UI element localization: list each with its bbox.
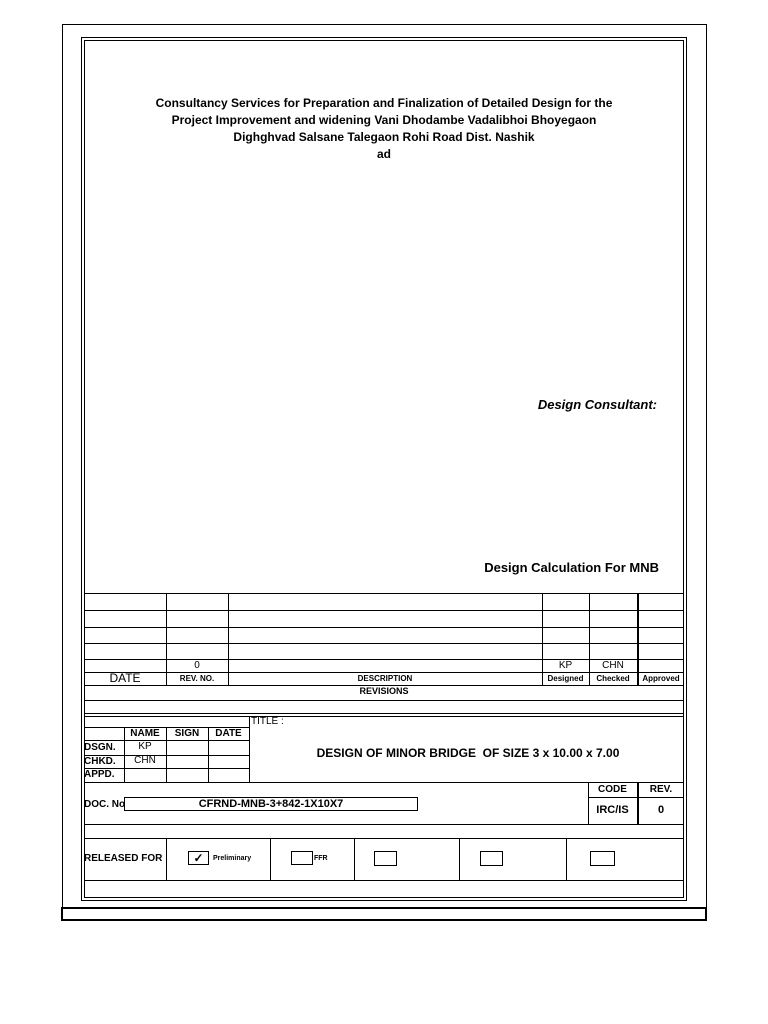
title-label: TITLE : [251,716,284,727]
page-content-frame [84,40,684,898]
design-consultant-label: Design Consultant: [537,397,657,412]
dsgn-label: DSGN. [84,742,116,753]
doc-no-label: DOC. No [84,799,126,810]
revision-col-rev-no: REV. NO. [179,674,215,683]
preliminary-checkbox[interactable] [188,851,209,865]
revision-col-description: DESCRIPTION [357,674,413,683]
ffr-label: FFR [314,855,328,862]
revision-col-checked: Checked [596,674,630,683]
rev-label: REV. [649,784,673,795]
project-title-line-3: Dighghvad Salsane Talegaon Rohi Road Dist. Nashik [233,130,535,144]
revision-designed-value: KP [558,660,573,671]
date-header: DATE [215,728,242,739]
release-checkbox-3[interactable] [374,851,397,866]
revision-rev-no-value: 0 [194,660,200,671]
revision-col-date: DATE [109,671,141,685]
preliminary-label: Preliminary [213,855,252,862]
project-title-line-4: ad [376,147,391,161]
chkd-name: CHN [134,755,156,766]
project-title-line-2: Project Improvement and widening Vani Dhodambe Vadalibhoi Bhoyegaon [171,113,597,127]
project-title [84,95,684,163]
release-checkbox-4[interactable] [480,851,503,866]
drawing-title: DESIGN OF MINOR BRIDGE OF SIZE 3 x 10.00 x 7.00 [316,746,620,760]
code-value: IRC/IS [596,804,629,816]
check-mark-icon: ✓ [193,851,204,865]
revision-col-approved: Approved [642,674,680,683]
project-title-line-1: Consultancy Services for Preparation and Finalization of Detailed Design for the [155,96,613,110]
sign-header: SIGN [174,728,200,739]
revision-checked-value: CHN [602,660,624,671]
released-for-label: RELEASED FOR [84,853,163,864]
chkd-label: CHKD. [84,756,116,767]
code-label: CODE [598,784,627,795]
design-calculation-label: Design Calculation For MNB [484,560,659,575]
rev-value: 0 [657,804,665,816]
revisions-label: REVISIONS [359,686,409,696]
ffr-checkbox[interactable] [291,851,313,865]
name-header: NAME [130,728,160,739]
revision-col-designed: Designed [547,674,584,683]
dsgn-name: KP [138,741,152,752]
bottom-strip [61,907,707,921]
release-checkbox-5[interactable] [590,851,615,866]
doc-number: CFRND-MNB-3+842-1X10X7 [124,797,418,811]
appd-label: APPD. [84,769,115,780]
